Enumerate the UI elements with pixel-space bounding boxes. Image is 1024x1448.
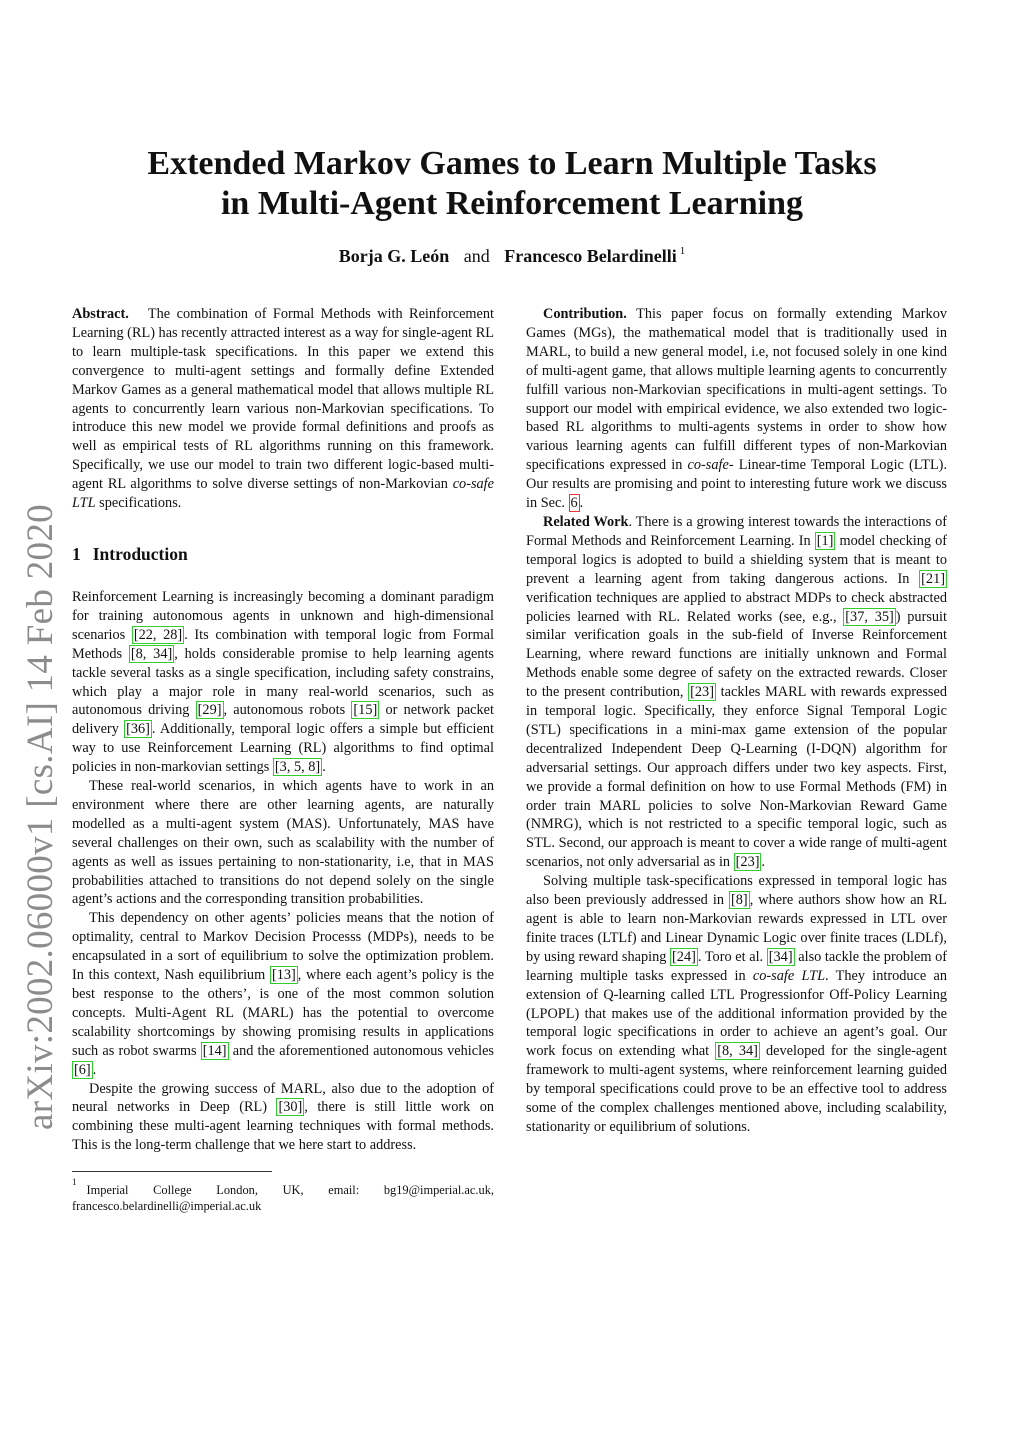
citation-link[interactable]: [34] — [768, 948, 793, 965]
contribution-paragraph — [526, 305, 947, 513]
right-column — [526, 305, 947, 1137]
citation-link[interactable]: [1] — [816, 532, 834, 549]
related-work-paragraph — [526, 513, 947, 872]
paragraph-italic: co-safe LTL — [752, 967, 826, 984]
left-column — [72, 305, 494, 1214]
citation-link[interactable]: [37, 35] — [845, 608, 894, 625]
paragraph-text: also tackle the problem of learning multiple tasks expressed in — [526, 948, 948, 984]
section-number: 1 — [72, 543, 81, 564]
title-line-2: in Multi-Agent Reinforcement Learning — [220, 185, 804, 222]
citation-link[interactable]: [23] — [690, 684, 714, 701]
paragraph-text: , where authors show how an RL agent is able to learn non-Markovian rewards expressed in LTL over finite traces (LTLf) and Linear Dynamic Logic over finite traces (LDLf), by using reward shaping — [526, 892, 948, 965]
intro-paragraph-1 — [72, 588, 494, 777]
abstract — [72, 305, 494, 513]
citation-link[interactable]: [29] — [197, 702, 222, 719]
paragraph-text: developed for the single-agent framework to multi-agent systems, where reinforcement learning guided by temporal specifications could prove to be an effective tool to address some of the complex challenges mentioned above, including scalability, stationarity or equilibrium of solutions. — [526, 1043, 947, 1135]
paragraph-text: or network packet delivery — [72, 702, 494, 738]
paragraph-text: Solving multiple task-specifications expressed in temporal logic has also been previously addressed in — [526, 873, 947, 909]
author-list — [100, 244, 924, 268]
paragraph-text: This dependency on other agents’ policies means that the notion of optimality, central to Markov Decision Processs (MDPs), needs to be encapsulated in a sort of equilibrium to solve the optimization problem. In this context, Nash equilibrium — [72, 910, 494, 984]
citation-link[interactable]: [8, 34] — [130, 645, 173, 662]
author-separator: and — [463, 246, 490, 266]
citation-link[interactable]: [6] — [74, 1061, 91, 1078]
affiliation-mark: 1 — [679, 245, 686, 257]
citation-link[interactable]: [23] — [735, 854, 760, 871]
paragraph-text: verification techniques are applied to abstract MDPs to check abstracted policies learned with RL. Related works (see, e.g., — [526, 589, 947, 625]
paragraph-text: , holds considerable promise to help learning agents tackle several tasks as a single specification, including safety constrains, which play a major role in many real-world scenarios, such as autonomous driving — [72, 645, 494, 719]
paragraph-text: Linear-time Temporal Logic (LTL). Our results are promising and point to interesting future work we discuss in Sec. — [526, 457, 948, 512]
paragraph-text: and the aforementioned autonomous vehicles — [232, 1042, 494, 1059]
citation-link[interactable]: [3, 5, 8] — [274, 759, 321, 776]
author-name: Borja G. León — [338, 246, 450, 266]
paragraph-text: . — [579, 495, 584, 512]
paragraph-text: . Its combination with temporal logic from Formal Methods — [72, 626, 494, 662]
paper-title — [80, 144, 944, 224]
abstract-text: The combination of Formal Methods with Reinforcement Learning (RL) has recently attracted interest as a way for single-agent RL to learn multiple-task specifications. In this paper we extend this convergence to multi-agent settings and formally define Extended Markov Games as a general mathematical model that allows multiple RL agents to concurrently learn various non-Markovian specifications. To introduce this new model we provide formal definitions and proofs as well as empirical tests of RL algorithms running on this framework. Specifically, we use our model to train two different logic-based multi-agent RL algorithms to solve diverse settings of non-Markovian — [72, 306, 495, 493]
footnote-text: Imperial College London, UK, email: bg19@imperial.ac.uk, francesco.belardinelli@imperial.ac.uk — [72, 1183, 494, 1214]
related-work-label: Related Work — [543, 513, 629, 530]
paragraph-text: model checking of temporal logics is adopted to build a shielding system that is meant to prevent a learning agent from taking dangerous actions. In — [526, 532, 948, 587]
footnote — [72, 1178, 494, 1214]
citation-link[interactable]: [30] — [278, 1099, 303, 1116]
citation-link[interactable]: [15] — [353, 702, 378, 719]
title-line-1: Extended Markov Games to Learn Multiple Tasks — [147, 145, 877, 182]
intro-paragraph-4 — [72, 1080, 494, 1156]
paragraph-text: , autonomous robots — [223, 702, 346, 719]
contribution-label: Contribution. — [543, 306, 627, 322]
citation-link[interactable]: [14] — [202, 1042, 227, 1059]
citation-link[interactable]: [13] — [271, 967, 296, 984]
citation-link[interactable]: [36] — [126, 721, 150, 738]
citation-link[interactable]: [21] — [921, 570, 945, 587]
paragraph-text: , there is still little work on combining these multi-agent learning techniques with formal methods. This is the long-term challenge that we here start to address. — [72, 1099, 495, 1154]
section-reference-link[interactable]: 6 — [570, 495, 578, 512]
author-name: Francesco Belardinelli — [504, 246, 677, 266]
section-heading-introduction — [72, 543, 494, 565]
paragraph-text: Despite the growing success of MARL, also due to the adoption of neural networks in Deep (RL) — [72, 1080, 494, 1116]
paragraph-text: . — [761, 854, 766, 871]
citation-link[interactable]: [8, 34] — [717, 1043, 758, 1060]
paragraph-text: . There is a growing interest towards the interactions of Formal Methods and Reinforcement Learning. In — [526, 513, 947, 549]
citation-link[interactable]: [22, 28] — [133, 626, 183, 643]
citation-link[interactable]: [24] — [672, 948, 696, 965]
paragraph-text: ) pursuit similar verification goals in the sub-field of Inverse Reinforcement Learning, where reward functions are initially unknown and Formal Methods enable some degree of safety on the extracted rewards. Closer to the present contribution, — [526, 608, 947, 701]
abstract-label: Abstract. — [72, 306, 129, 322]
paragraph-text: . Toro et al. — [697, 948, 764, 965]
paragraph-text: Reinforcement Learning is increasingly becoming a dominant paradigm for training autonomous agents in unknown and high-dimensional scenarios — [72, 588, 494, 643]
paragraph-text: , where each agent’s policy is the best response to the others’, is one of the most common solution concepts. Multi-Agent RL (MARL) has the potential to overcome scalability shortcomings by showing promising results in applications such as robot swarms — [72, 967, 494, 1059]
paragraph-text: . — [322, 759, 326, 776]
paragraph-text: This paper focus on formally extending Markov Games (MGs), the mathematical model that is traditionally used in MARL, to build a new general model, i.e, not focused solely in one kind of multi-agent game, that allows multiple learning agents to concurrently fulfill various non-Markovian specifications in multi-agent settings. To support our model with empirical evidence, we also extended two logic-based RL algorithms to multi-agents systems in order to show how various learning agents can fulfill different types of non-Markovian specifications expressed in — [526, 306, 947, 474]
citation-link[interactable]: [8] — [731, 892, 748, 909]
abstract-italic: co-safe LTL — [72, 476, 494, 512]
arxiv-identifier-stamp: arXiv:2002.06000v1 [cs.AI] 14 Feb 2020 — [20, 504, 61, 1130]
paragraph-text: tackles MARL with rewards expressed in temporal logic. Specifically, they enforce Signal Temporal Logic (STL) specifications in a mini-max game extension of the popular decentralized Independent Deep Q-Learning (I-DQN) algorithm for adversarial settings. Our approach differs under two key aspects. First, we provide a formal definition on how to use Formal Methods (FM) in order train MARL policies to solve Non-Markovian Reward Game (NMRG), which is not restricted to a specific temporal logic, such as STL. Second, our approach is meant to cover a wide range of multi-agent scenarios, not only adversarial as in — [526, 684, 947, 871]
intro-paragraph-2: These real-world scenarios, in which agents have to work in an environment where there are other learning agents, are naturally modelled as a multi-agent system (MAS). Unfortunately, MAS have several challenges on their own, such as scalability with the number of agents as well as issues pertaining to non-stationarity, i.e, that in MAS probabilities attached to transitions do not depend solely on the single agent’s actions and the corresponding transition probabilities. — [72, 778, 494, 908]
footnote-mark: 1 — [72, 1177, 77, 1188]
paragraph-italic: co-safe- — [687, 457, 734, 474]
intro-paragraph-3 — [72, 909, 494, 1079]
section-title: Introduction — [92, 543, 188, 564]
paragraph-text: . They introduce an extension of Q-learning called LTL Progressionfor Off-Policy Learning (LPOPL) that makes use of the additional information provided by the temporal logic specifications in order to achieve an agent’s goal. Our work focus on extending what — [526, 967, 947, 1060]
abstract-text-end: specifications. — [99, 495, 182, 512]
solving-tasks-paragraph — [526, 872, 947, 1137]
footnote-divider — [72, 1171, 272, 1172]
paragraph-text: . — [92, 1061, 97, 1078]
paragraph-text: . Additionally, temporal logic offers a simple but efficient way to use Reinforcement Learning (RL) algorithms to find optimal policies in non-markovian settings — [72, 721, 494, 776]
